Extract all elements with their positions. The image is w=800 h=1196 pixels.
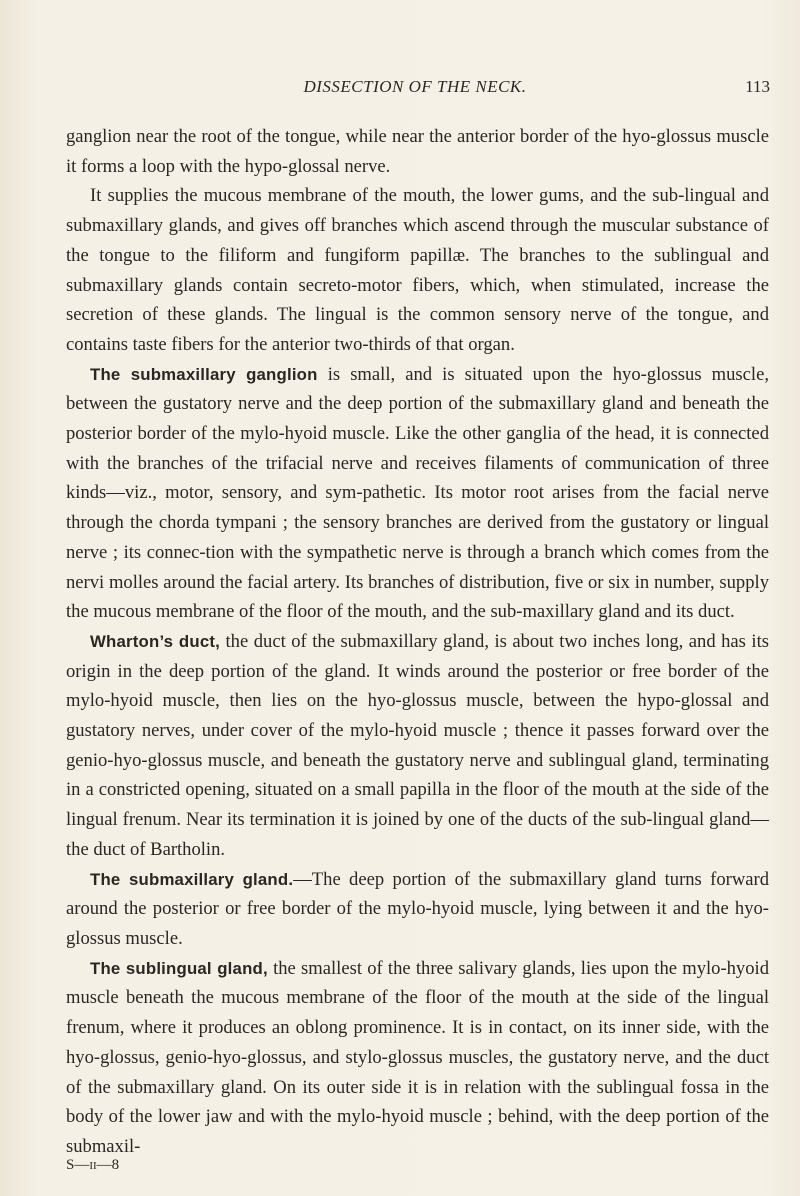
body-text [66,122,769,1162]
paragraph-text: ganglion near the root of the tongue, while near the anterior border of the hyo-glossus muscle it forms a loop with the hypo-glossal nerve. [66,126,769,177]
section-term: The submaxillary ganglion [90,364,318,384]
paragraph-text: It supplies the mucous membrane of the mouth, the lower gums, and the sub-lingual and submaxillary glands, and gives off branches which ascend through the muscular substance of the tongue to the filiform and fungiform papillæ. The branches to the sublingual and submaxillary glands contain secreto-motor fibers, which, when stimulated, increase the secretion of these glands. The lingual is the common sensory nerve of the tongue, and contains taste fibers for the anterior two-thirds of that organ. [66,185,769,355]
page-header [60,77,770,101]
paragraph-text: is small, and is situated upon the hyo-glossus muscle, between the gustatory nerve and the deep portion of the submaxillary gland and beneath the posterior border of the mylo-hyoid muscle. Like the other ganglia of the head, it is connected with the branches of the trifacial nerve and receives filaments of communication of three kinds—viz., motor, sensory, and sym-pathetic. Its motor root arises from the facial nerve through the chorda tympani ; the sensory branches are derived from the gustatory or lingual nerve ; its connec-tion with the sympathetic nerve is through a branch which comes from the nervi molles around the facial artery. Its branches of distribution, five or six in number, supply the mucous membrane of the floor of the mouth, and the sub-maxillary gland and its duct. [66,363,769,623]
section-term: The submaxillary gland. [90,869,294,889]
paragraph [66,122,769,181]
paragraph [66,181,769,359]
paragraph [66,627,769,865]
section-term: Wharton’s duct, [90,631,221,651]
section-term: The sublingual gland, [90,958,268,978]
signature-mark: S—ii—8 [66,1157,120,1173]
paragraph-text: —The deep portion of the submaxillary gland turns forward around the posterior or free border of the mylo-hyoid muscle, lying between it and the hyo-glossus muscle. [66,868,769,949]
page-number: 113 [745,77,770,96]
running-head: DISSECTION OF THE NECK. [303,77,527,96]
paragraph [66,865,769,954]
paragraph-text: the duct of the submaxillary gland, is about two inches long, and has its origin in the deep portion of the gland. It winds around the posterior or free border of the mylo-hyoid muscle, then lies on the hyo-glossus muscle, between the hypo-glossal and gustatory nerves, under cover of the mylo-hyoid muscle ; thence it passes forward over the genio-hyo-glossus muscle, and beneath the gustatory nerve and sublingual gland, terminating in a constricted opening, situated on a small papilla in the floor of the mouth at the side of the lingual frenum. Near its termination it is joined by one of the ducts of the sub-lingual gland—the duct of Bartholin. [66,630,769,860]
paragraph [66,954,769,1162]
paragraph-text: the smallest of the three salivary glands, lies upon the mylo-hyoid muscle beneath the mucous membrane of the floor of the mouth at the side of the lingual frenum, where it produces an oblong prominence. It is in contact, on its inner side, with the hyo-glossus, genio-hyo-glossus, and stylo-glossus muscles, the gustatory nerve, and the duct of the submaxillary gland. On its outer side it is in relation with the sublingual fossa in the body of the lower jaw and with the mylo-hyoid muscle ; behind, with the deep portion of the submaxil- [66,957,769,1157]
paragraph [66,360,769,627]
